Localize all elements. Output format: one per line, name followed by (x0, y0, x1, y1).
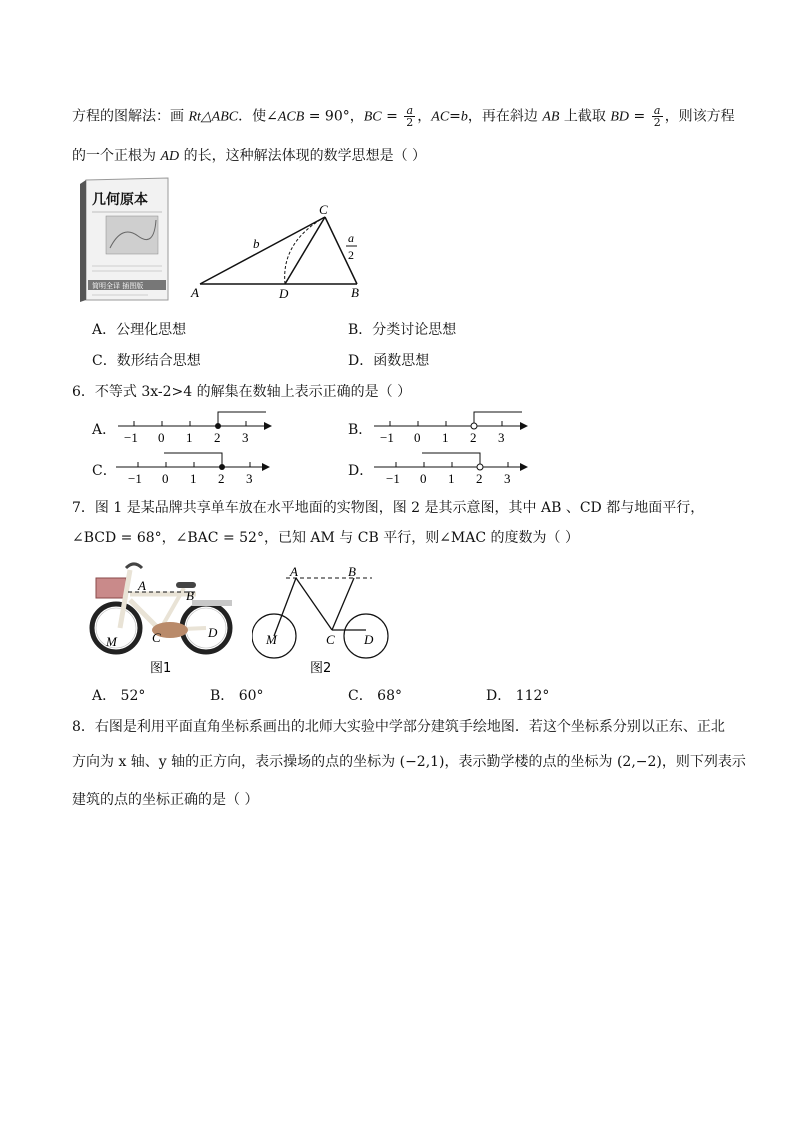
fig2-point-A-label: A (290, 564, 298, 579)
point-C-label: C (319, 202, 328, 217)
q5-stem-line1 (72, 105, 735, 128)
angle-label: ACB (277, 109, 305, 125)
tick-label: −1 (124, 430, 138, 445)
tick-label: 2 (214, 430, 221, 445)
fig1-point-A-label: A (138, 578, 146, 593)
q8-stem-line2: 方向为 x 轴、y 轴的正方向，表示操场的点的坐标为 (−2,1)，表示勤学楼的点的坐标为 (2,−2)，则下列表示 (72, 754, 746, 770)
book-banner: 简明全译 插图版 (92, 282, 144, 290)
side-denominator-label: 2 (348, 248, 354, 262)
tick-label: 2 (218, 471, 225, 486)
tick-label: 3 (504, 471, 511, 486)
fraction-denominator: 2 (653, 116, 661, 129)
tick-label: 1 (442, 430, 449, 445)
q6-numberline-D (372, 447, 532, 487)
q5-option-B[interactable]: B．分类讨论思想 (348, 322, 457, 338)
rt-triangle-label: Rt△ABC (188, 109, 239, 125)
text: 的一个正根为 (72, 148, 161, 164)
fraction-a-over-2 (652, 105, 663, 128)
point-A-label: A (191, 285, 199, 300)
tick-label: 1 (186, 430, 193, 445)
triangle-figure (185, 198, 375, 304)
segment-label: BC (363, 109, 382, 125)
text: = (381, 108, 403, 125)
segment-label: AD (160, 149, 180, 164)
tick-label: 2 (470, 430, 477, 445)
fig2-caption: 图2 (310, 661, 332, 676)
tick-label: 3 (242, 430, 249, 445)
segment-label: BD (610, 109, 630, 125)
tick-label: −1 (128, 471, 142, 486)
text: 方程的图解法：画 (72, 108, 189, 125)
fig1-point-C-label: C (152, 630, 161, 645)
text: ， (417, 108, 432, 125)
fraction-a-over-2 (404, 105, 415, 128)
q7-option-D[interactable]: D． 112° (486, 688, 550, 704)
q6-option-D-label[interactable]: D． (348, 463, 374, 479)
fig2-point-D-label: D (364, 632, 374, 647)
bicycle-diagram (252, 560, 392, 678)
q7-option-B[interactable]: B． 60° (210, 688, 264, 704)
q6-option-C-label[interactable]: C． (92, 463, 117, 479)
text: = (449, 108, 461, 125)
tick-label: 2 (476, 471, 483, 486)
q6-option-A-label[interactable]: A． (92, 422, 117, 438)
text: = (629, 108, 650, 125)
fig2-point-M-label: M (266, 632, 277, 647)
tick-label: 0 (414, 430, 421, 445)
q6-stem: 6．不等式 3x-2>4 的解集在数轴上表示正确的是（ ） (72, 384, 412, 400)
q8-stem-line3: 建筑的点的坐标正确的是（ ） (72, 792, 259, 808)
text: 上截取 (559, 108, 611, 125)
bicycle-photo (86, 560, 236, 678)
q5-option-A[interactable]: A．公理化思想 (92, 322, 187, 338)
fig1-point-M-label: M (106, 634, 117, 649)
segment-label: AB (542, 109, 560, 125)
q5-option-C[interactable]: C．数形结合思想 (92, 353, 201, 369)
text: = 90°， (304, 108, 364, 125)
point-B-label: B (351, 285, 359, 300)
fig1-point-B-label: B (186, 588, 194, 603)
book-cover-image (78, 176, 176, 304)
tick-label: 1 (190, 471, 197, 486)
tick-label: 3 (498, 430, 505, 445)
text: ，再在斜边 (467, 108, 543, 125)
variable-b: b (460, 109, 468, 125)
q6-numberline-A (116, 406, 276, 446)
text: 的长，这种解法体现的数学思想是（ ） (179, 148, 427, 164)
q7-stem-line1: 7．图 1 是某品牌共享单车放在水平地面的实物图，图 2 是其示意图，其中 AB 、CD 都与地面平行， (72, 500, 705, 516)
text: ．使∠ (238, 108, 278, 125)
book-title: 几何原本 (92, 192, 148, 208)
segment-label: AC (431, 109, 450, 125)
q8-stem-line1: 8．右图是利用平面直角坐标系画出的北师大实验中学部分建筑手绘地图．若这个坐标系分别以正东、正北 (72, 719, 725, 735)
fig2-point-B-label: B (348, 564, 356, 579)
q6-numberline-B (372, 406, 532, 446)
side-a-label: a (348, 231, 354, 245)
q7-option-C[interactable]: C． 68° (348, 688, 402, 704)
side-b-label: b (253, 236, 260, 251)
q6-numberline-C (114, 447, 274, 487)
fig1-point-D-label: D (208, 625, 218, 640)
fraction-numerator: a (652, 105, 663, 117)
q6-option-B-label[interactable]: B． (348, 422, 373, 438)
tick-label: 0 (162, 471, 169, 486)
q5-stem-line2 (72, 146, 426, 167)
fraction-denominator: 2 (406, 116, 414, 129)
tick-label: 3 (246, 471, 253, 486)
q5-option-D[interactable]: D．函数思想 (348, 353, 430, 369)
fig1-caption: 图1 (150, 661, 172, 676)
tick-label: 0 (158, 430, 165, 445)
fig2-point-C-label: C (326, 632, 335, 647)
tick-label: 1 (448, 471, 455, 486)
tick-label: 0 (420, 471, 427, 486)
tick-label: −1 (386, 471, 400, 486)
q7-option-A[interactable]: A． 52° (92, 688, 146, 704)
text: ，则该方程 (664, 108, 735, 125)
tick-label: −1 (380, 430, 394, 445)
point-D-label: D (279, 286, 289, 301)
q7-stem-line2: ∠BCD = 68°，∠BAC = 52°，已知 AM 与 CB 平行，则∠MAC 的度数为（ ） (72, 530, 579, 546)
fraction-numerator: a (404, 105, 415, 117)
